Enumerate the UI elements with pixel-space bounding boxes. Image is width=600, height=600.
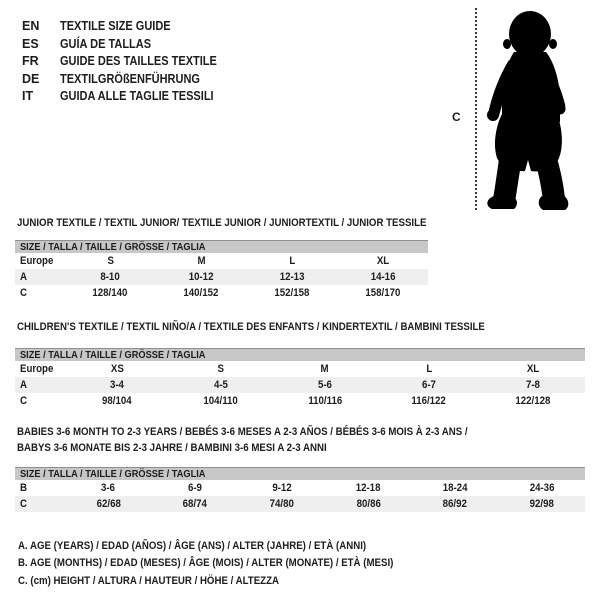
language-row [22,53,238,71]
language-label: GUIDA ALLE TAGLIE TESSILI [60,89,214,104]
size-cell: 92/98 [529,498,554,510]
language-code: FR [22,54,39,69]
height-measure-label: C [452,110,461,124]
baby-silhouette-icon [481,6,573,212]
language-label: TEXTILE SIZE GUIDE [60,19,171,33]
size-cell: 12-18 [355,482,381,494]
table-row [15,377,585,393]
table-row [15,253,428,269]
size-table-junior [15,240,428,301]
size-cell: 128/140 [92,287,128,299]
size-cell: 10-12 [188,271,214,283]
table-row [15,361,585,377]
size-cell: 3-6 [101,482,116,494]
row-label-cell: C [20,287,27,299]
size-cell: M [320,363,330,375]
size-table-header: SIZE / TALLA / TAILLE / GRÖSSE / TAGLIA [15,467,585,480]
row-label-cell: Europe [20,255,54,267]
size-cell: 62/68 [96,498,121,510]
language-label: GUIDE DES TAILLES TEXTILE [60,54,217,69]
table-row [15,496,585,512]
size-cell: 74/80 [269,498,294,510]
size-cell: 104/110 [203,395,239,407]
size-cell: XL [376,255,389,267]
language-label: TEXTILGRÖßENFÜHRUNG [60,71,200,86]
size-cell: 86/92 [442,498,468,510]
size-table-header: SIZE / TALLA / TAILLE / GRÖSSE / TAGLIA [15,348,585,361]
size-table-header: SIZE / TALLA / TAILLE / GRÖSSE / TAGLIA [15,240,428,253]
language-code: DE [22,71,40,86]
size-cell: L [288,255,295,267]
language-code: IT [22,89,34,104]
size-cell: XS [110,363,124,375]
size-cell: 4-5 [214,379,228,391]
language-list [22,18,238,106]
size-cell: 68/74 [182,498,208,510]
size-cell: 5-6 [318,379,332,391]
size-cell: XL [526,363,540,375]
size-cell: 14-16 [370,271,395,283]
language-label: GUÍA DE TALLAS [60,36,152,51]
row-label-cell: A [20,379,27,391]
size-cell: L [426,363,432,375]
language-row [22,36,238,54]
size-cell: 7-8 [526,379,540,391]
footnote: A. AGE (YEARS) / EDAD (AÑOS) / ÂGE (ANS) / ALTER (JAHRE) / ETÀ (ANNI) [18,540,367,552]
row-label-cell: A [20,271,27,283]
section-title-junior: JUNIOR TEXTILE / TEXTIL JUNIOR/ TEXTILE JUNIOR / JUNIORTEXTIL / JUNIOR TESSILE [17,217,427,229]
table-row [15,285,428,301]
size-cell: 152/158 [274,287,310,299]
size-cell: 12-13 [279,271,305,283]
row-label-cell: Europe [20,363,54,375]
size-table-children [15,348,585,409]
footnotes [18,538,445,590]
footnote: C. (cm) HEIGHT / ALTURA / HAUTEUR / HÖHE / ALTEZZA [18,574,280,587]
table-row [15,393,585,409]
size-cell: 110/116 [308,395,342,407]
language-code: EN [22,19,40,33]
row-label-cell: C [20,498,27,510]
section-title-children: CHILDREN'S TEXTILE / TEXTIL NIÑO/A / TEXTILE DES ENFANTS / KINDERTEXTIL / BAMBINI TESSILE [17,321,485,333]
section-title-babies-line1: BABIES 3-6 MONTH TO 2-3 YEARS / BEBÉS 3-6 MESES A 2-3 AÑOS / BÉBÉS 3-6 MOIS À 2-3 ANS / [17,426,468,438]
size-cell: 140/152 [183,287,219,299]
size-cell: 24-36 [529,482,555,494]
size-cell: 158/170 [365,287,401,299]
footnote: B. AGE (MONTHS) / EDAD (MESES) / ÂGE (MOIS) / ALTER (MONATE) / ETÀ (MESI) [18,557,394,570]
size-cell: 9-12 [271,482,292,494]
section-title-babies-line2: BABYS 3-6 MONATE BIS 2-3 JAHRE / BAMBINI 3-6 MESI A 2-3 ANNI [17,442,327,454]
size-cell: 116/122 [411,395,447,407]
size-cell: M [197,255,206,267]
size-cell: 18-24 [442,482,468,494]
size-cell: S [107,255,114,267]
height-measure-dashed-line [475,8,477,210]
row-label-cell: C [20,395,27,407]
size-cell: 3-4 [110,379,124,391]
row-label-cell: B [20,482,27,494]
language-code: ES [22,36,39,51]
language-row [22,18,238,36]
size-cell: 80/86 [356,498,381,510]
size-table-babies [15,467,585,512]
size-cell: 6-9 [188,482,202,494]
language-row [22,71,238,89]
size-cell: S [217,363,225,375]
size-cell: 98/104 [102,395,132,407]
size-cell: 6-7 [422,379,436,391]
table-row [15,269,428,285]
size-cell: 8-10 [100,271,121,283]
language-row [22,88,238,106]
size-cell: 122/128 [515,395,551,407]
table-row [15,480,585,496]
